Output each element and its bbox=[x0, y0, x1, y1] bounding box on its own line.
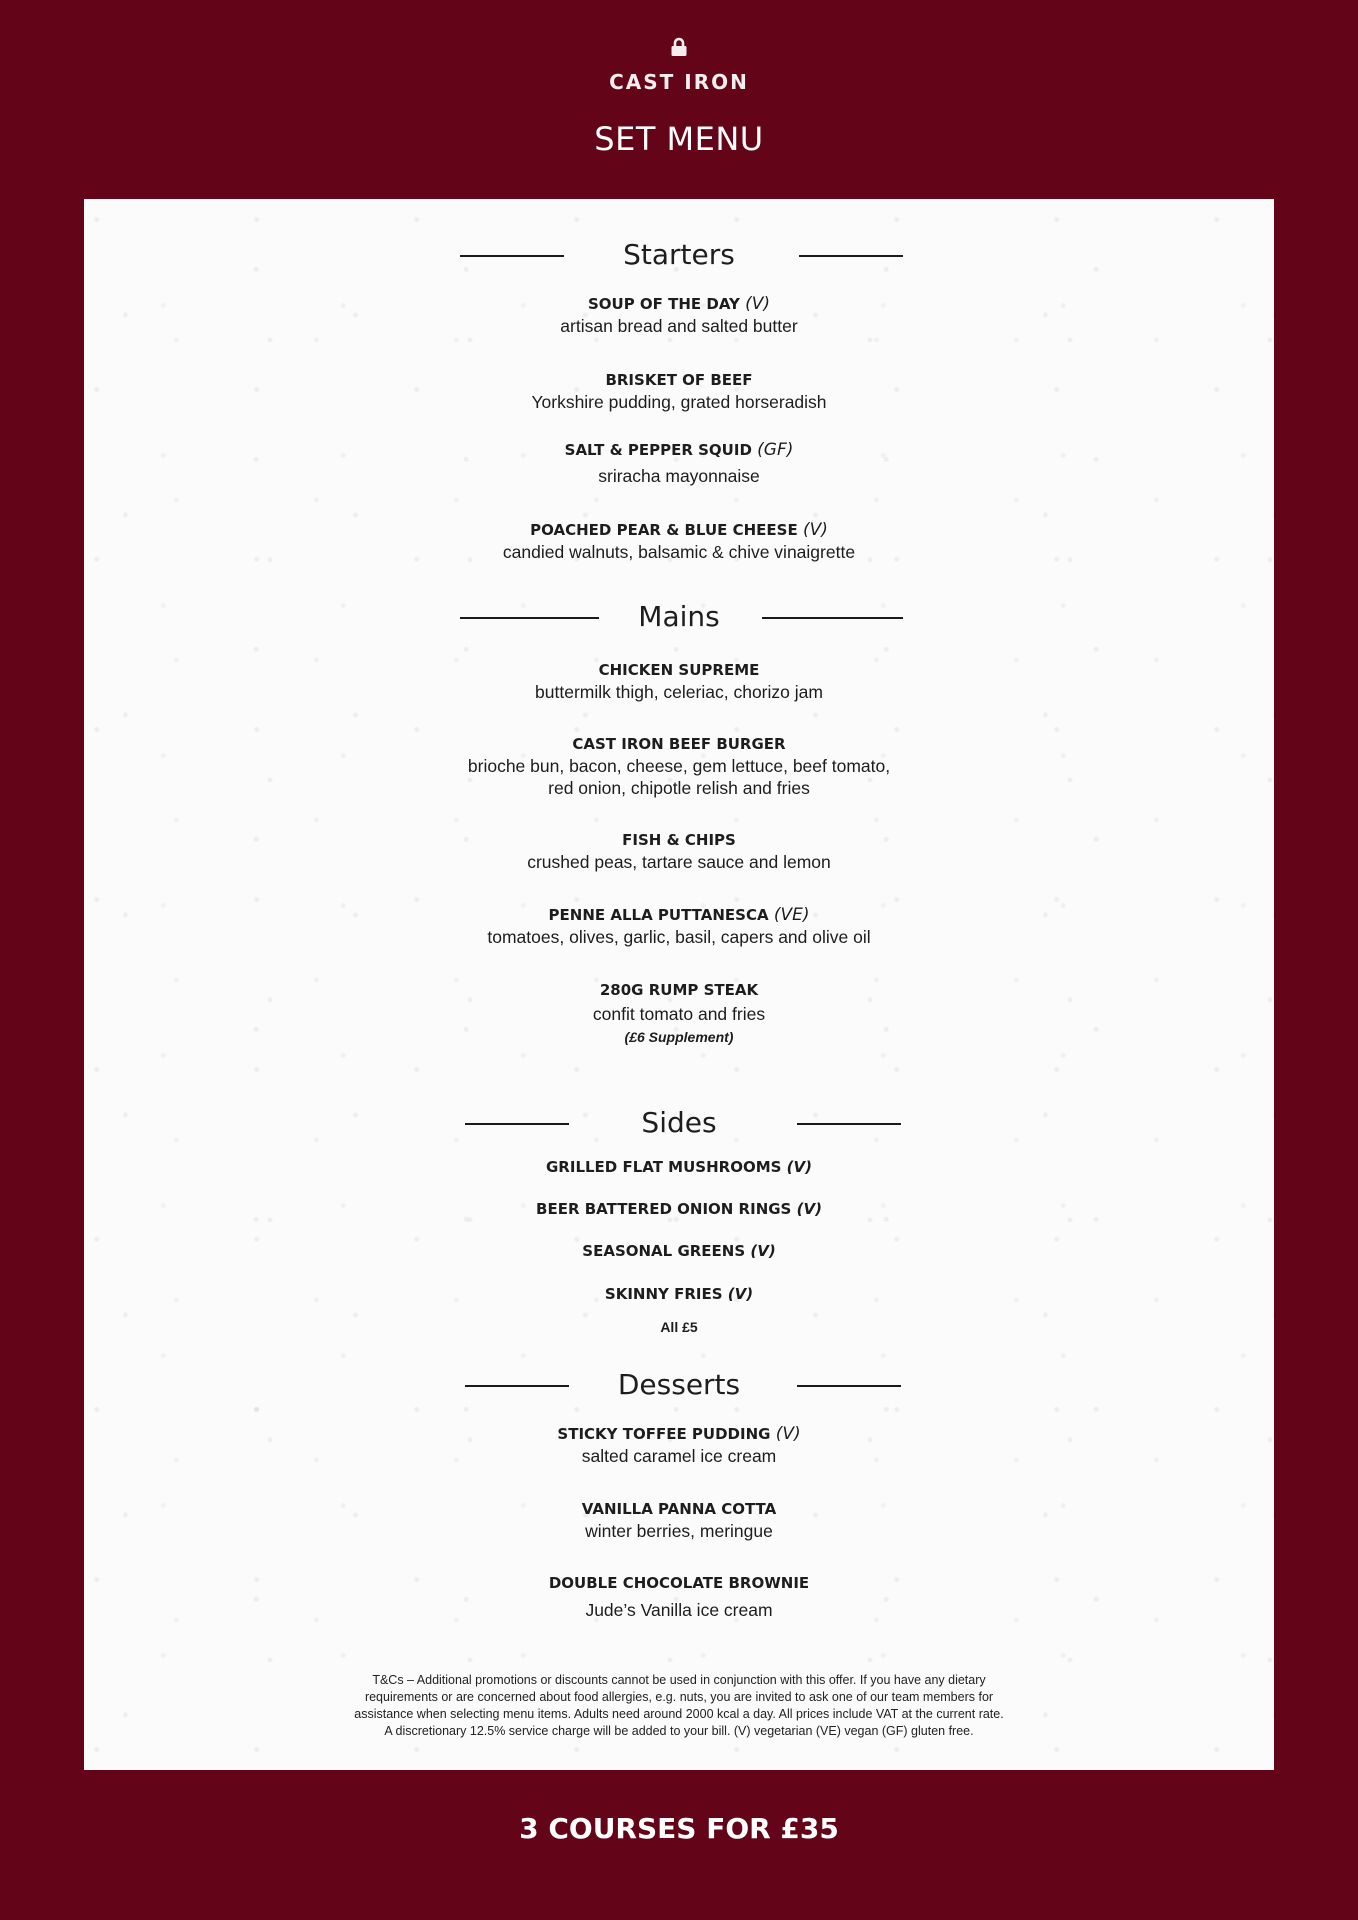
menu-item bbox=[0, 519, 1358, 563]
item-description: brioche bun, bacon, cheese, gem lettuce, beef tomato, bbox=[467, 756, 891, 776]
dietary-tag: (V) bbox=[727, 1285, 754, 1303]
menu-item bbox=[0, 733, 1358, 799]
item-name: POACHED PEAR & BLUE CHEESE bbox=[530, 521, 798, 539]
item-name: CHICKEN SUPREME bbox=[598, 661, 760, 679]
menu-item bbox=[0, 979, 1358, 1049]
dietary-tag: (V) bbox=[802, 520, 828, 540]
item-description: crushed peas, tartare sauce and lemon bbox=[527, 852, 831, 872]
section-title: Desserts bbox=[617, 1368, 741, 1401]
dietary-tag: (V) bbox=[750, 1242, 776, 1260]
item-description: Yorkshire pudding, grated horseradish bbox=[531, 392, 827, 412]
menu-item bbox=[0, 439, 1358, 487]
item-description: buttermilk thigh, celeriac, chorizo jam bbox=[535, 682, 823, 702]
dietary-tag: (V) bbox=[745, 294, 771, 314]
menu-item bbox=[0, 1498, 1358, 1542]
item-name: SALT & PEPPER SQUID bbox=[564, 441, 752, 459]
item-description: sriracha mayonnaise bbox=[598, 466, 760, 486]
terms-line: T&Cs – Additional promotions or discounts cannot be used in conjunction with this offer. If you have any dietary bbox=[372, 1673, 986, 1687]
item-name: PENNE ALLA PUTTANESCA bbox=[548, 906, 769, 924]
set-menu-offer: 3 COURSES FOR £35 bbox=[519, 1812, 839, 1845]
side-item bbox=[0, 1198, 1358, 1220]
item-name: SOUP OF THE DAY bbox=[587, 295, 740, 313]
menu-item bbox=[0, 904, 1358, 948]
item-name: STICKY TOFFEE PUDDING bbox=[557, 1425, 771, 1443]
item-description: artisan bread and salted butter bbox=[560, 316, 798, 336]
dietary-tag: (V) bbox=[786, 1158, 812, 1176]
item-name: SEASONAL GREENS bbox=[582, 1242, 746, 1260]
item-description: candied walnuts, balsamic & chive vinaigrette bbox=[502, 542, 856, 562]
item-name: BRISKET OF BEEF bbox=[605, 371, 753, 389]
item-name: GRILLED FLAT MUSHROOMS bbox=[546, 1158, 782, 1176]
terms-and-conditions bbox=[0, 1672, 1358, 1740]
dietary-tag: (GF) bbox=[757, 440, 794, 460]
item-description-line-2: red onion, chipotle relish and fries bbox=[548, 778, 810, 798]
section-heading-sides bbox=[0, 1103, 1358, 1143]
dietary-tag: (VE) bbox=[773, 905, 810, 925]
section-title: Sides bbox=[641, 1106, 717, 1139]
side-item bbox=[0, 1156, 1358, 1178]
brand-name: CAST IRON bbox=[609, 70, 749, 94]
menu-item bbox=[0, 1572, 1358, 1621]
page-title: SET MENU bbox=[594, 120, 764, 158]
item-name: BEER BATTERED ONION RINGS bbox=[536, 1200, 792, 1218]
item-description: winter berries, meringue bbox=[585, 1521, 773, 1541]
menu-item bbox=[0, 293, 1358, 337]
section-title: Mains bbox=[638, 600, 720, 633]
sides-price: All £5 bbox=[660, 1319, 698, 1335]
terms-line: requirements or are concerned about food allergies, e.g. nuts, you are invited to ask one of our team members for bbox=[364, 1690, 994, 1704]
item-name: DOUBLE CHOCOLATE BROWNIE bbox=[548, 1574, 810, 1592]
item-description: salted caramel ice cream bbox=[581, 1446, 777, 1466]
side-item bbox=[0, 1283, 1358, 1305]
menu-item bbox=[0, 829, 1358, 873]
section-heading-desserts bbox=[0, 1365, 1358, 1405]
item-description: tomatoes, olives, garlic, basil, capers and olive oil bbox=[487, 927, 871, 947]
item-description: confit tomato and fries bbox=[592, 1004, 766, 1024]
side-item bbox=[0, 1240, 1358, 1262]
section-title: Starters bbox=[623, 238, 735, 271]
menu-item bbox=[0, 1423, 1358, 1467]
item-name: FISH & CHIPS bbox=[622, 831, 736, 849]
item-name: SKINNY FRIES bbox=[604, 1285, 723, 1303]
cast-iron-logo-icon bbox=[670, 37, 688, 57]
item-name: VANILLA PANNA COTTA bbox=[581, 1500, 777, 1518]
section-heading-mains bbox=[0, 597, 1358, 637]
menu-item bbox=[0, 369, 1358, 413]
terms-line: assistance when selecting menu items. Adults need around 2000 kcal a day. All prices include VAT at the current rate. bbox=[354, 1707, 1004, 1721]
dietary-tag: (V) bbox=[775, 1424, 801, 1444]
supplement-note: (£6 Supplement) bbox=[624, 1029, 734, 1045]
terms-line: A discretionary 12.5% service charge will be added to your bill. (V) vegetarian (VE) vegan (GF) gluten free. bbox=[384, 1724, 974, 1738]
menu-item bbox=[0, 659, 1358, 703]
item-description: Jude’s Vanilla ice cream bbox=[585, 1600, 773, 1620]
menu-header bbox=[0, 0, 1358, 199]
dietary-tag: (V) bbox=[796, 1200, 822, 1218]
section-heading-starters bbox=[0, 235, 1358, 275]
item-name: 280G RUMP STEAK bbox=[599, 981, 759, 999]
item-name: CAST IRON BEEF BURGER bbox=[572, 735, 786, 753]
